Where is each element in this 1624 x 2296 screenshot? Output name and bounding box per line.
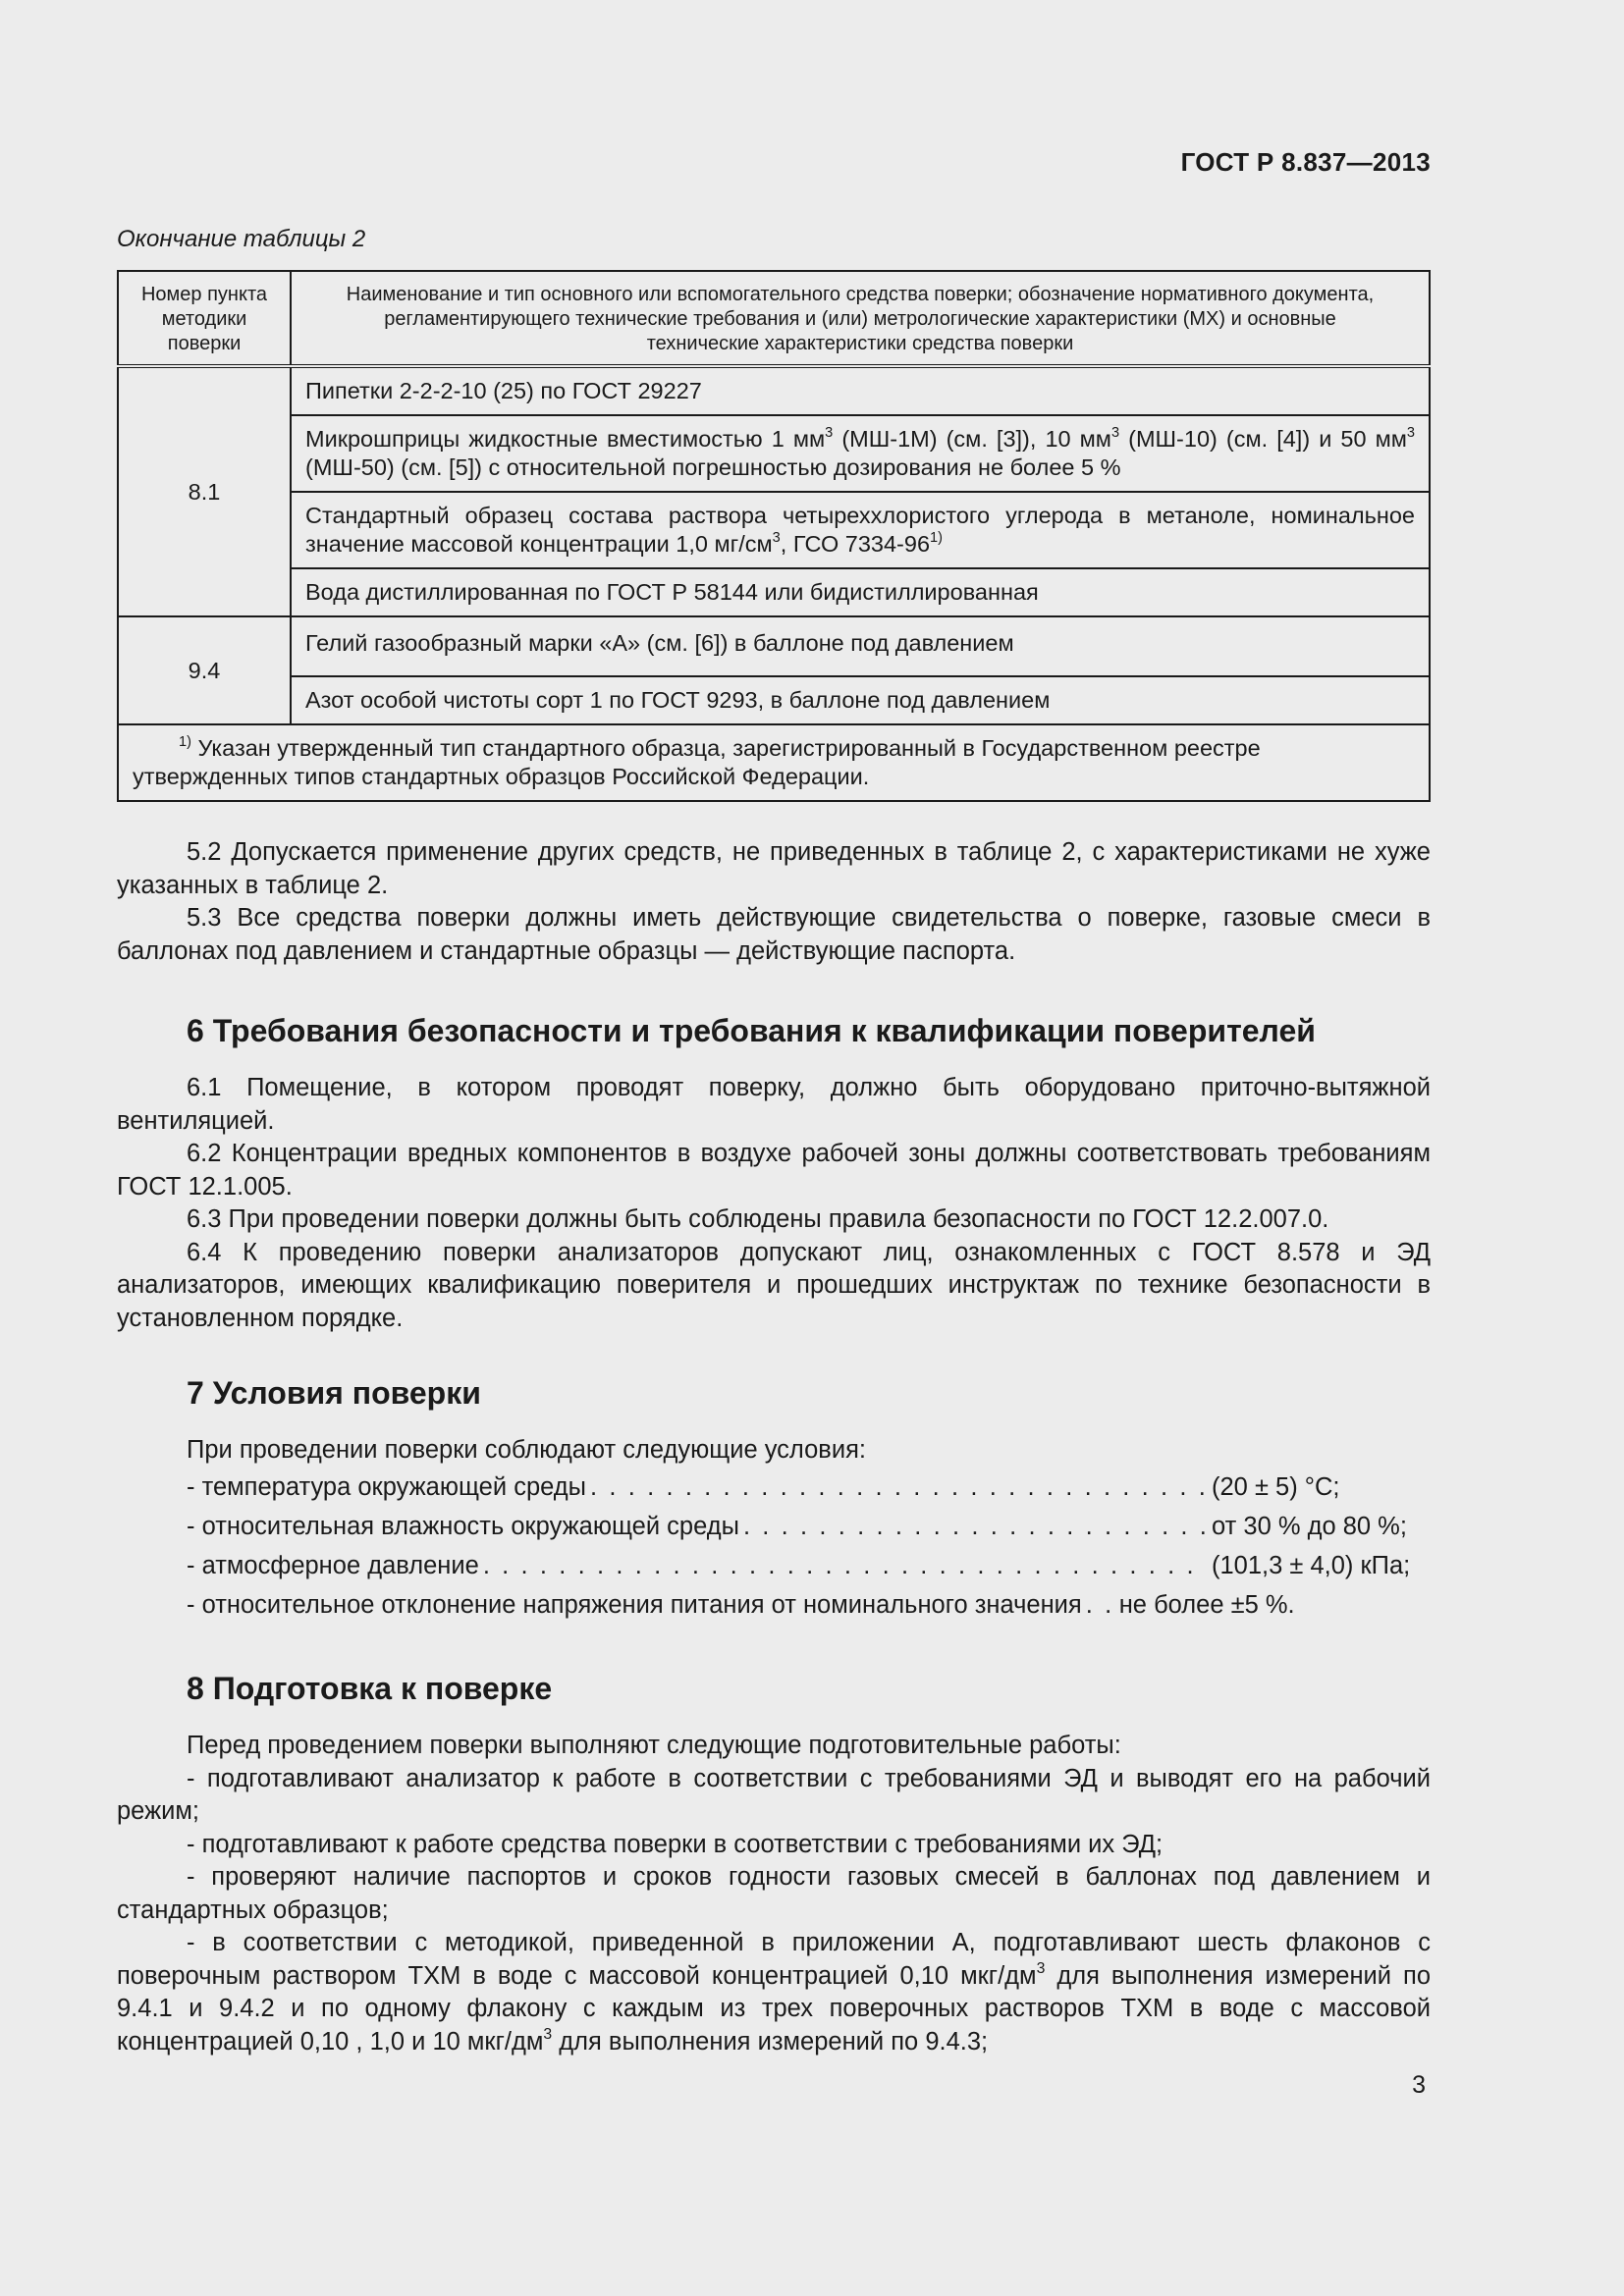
section-6-heading: 6 Требования безопасности и требования к квалификации поверителей [187, 1013, 1316, 1048]
table-row [118, 676, 1430, 724]
preparation-item: - в соответствии с методикой, приведенной в приложении А, подготавливают шесть флаконов с поверочным раствором ТХМ в воде с массовой концентрацией 0,10 мкг/$дм^3$ для выполнения измерений по 9.4.1 и 9.4.2 и по одному флакону с каждым из трех поверочных растворов ТХМ в воде с массовой концентрацией 0,10 , 1,0 и 10 мкг/$дм^3$ для выполнения измерений по 9.4.3; [117, 1929, 1431, 2056]
tool-cell: Азот особой чистоты сорт 1 по ГОСТ 9293, в баллоне под давлением [291, 676, 1430, 724]
item-number-cell: 9.4 [118, 616, 291, 724]
document-code: ГОСТ Р 8.837—2013 [1180, 147, 1431, 177]
tool-cell: Микрошприцы жидкостные вместимостью 1 $мм^3$ (МШ-1М) (см. [3]), 10 $мм^3$ (МШ-10) (см. [4]) и 50 $мм^3$ (МШ-50) (см. [5]) с относительной погрешностью дозирования не более 5 % [291, 415, 1430, 492]
section-5-text [117, 836, 1431, 968]
header-item-number: Номер пункта методики поверки [118, 271, 291, 366]
condition-line: - атмосферное давление . . . (101,3 ± 4,0) кПа; [117, 1546, 1431, 1585]
tool-cell: Вода дистиллированная по ГОСТ Р 58144 или бидистиллированная [291, 568, 1430, 616]
header-tool-description: Наименование и тип основного или вспомогательного средства поверки; обозначение нормативного документа, регламентирующего технические требования и (или) метрологические характеристики (МХ) и основные технические характеристики средства поверки [291, 271, 1430, 366]
condition-line: - относительная влажность окружающей среды . . . от 30 % до 80 %; [117, 1507, 1431, 1546]
page-number: 3 [1412, 2071, 1426, 2099]
table-footnote: $^{1)}$ Указан утвержденный тип стандартного образца, зарегистрированный в Государственном реестре утвержденных типов стандартных образцов Российской Федерации. [118, 724, 1430, 801]
table-row [118, 568, 1430, 616]
section-6-text [117, 1072, 1431, 1335]
verification-tools-table [117, 270, 1431, 802]
paragraph-6-4: 6.4 К проведению поверки анализаторов допускают лиц, ознакомленных с ГОСТ 8.578 и ЭД анализаторов, имеющих квалификацию поверителя и прошедших инструктаж по технике безопасности в установленном порядке. [117, 1238, 1431, 1332]
preparation-intro: Перед проведением поверки выполняют следующие подготовительные работы: [187, 1732, 1121, 1759]
table-header-row [118, 271, 1430, 366]
section-7-heading: 7 Условия поверки [187, 1375, 481, 1411]
table-row [118, 366, 1430, 415]
paragraph-5-2: 5.2 Допускается применение других средств, не приведенных в таблице 2, с характеристиками не хуже указанных в таблице 2. [117, 838, 1431, 899]
conditions-intro: При проведении поверки соблюдают следующие условия: [187, 1436, 866, 1464]
table-row [118, 415, 1430, 492]
paragraph-6-1: 6.1 Помещение, в котором проводят поверку, должно быть оборудовано приточно-вытяжной вентиляцией. [117, 1074, 1431, 1135]
dot-leader [743, 1507, 1208, 1546]
preparation-item: - подготавливают к работе средства поверки в соответствии с требованиями их ЭД; [187, 1830, 1164, 1858]
dot-leader [590, 1468, 1208, 1507]
paragraph-6-2: 6.2 Концентрации вредных компонентов в воздухе рабочей зоны должны соответствовать требованиям ГОСТ 12.1.005. [117, 1140, 1431, 1201]
item-number-cell: 8.1 [118, 366, 291, 616]
tool-cell: Гелий газообразный марки «А» (см. [6]) в баллоне под давлением [291, 616, 1430, 676]
preparation-item: - проверяют наличие паспортов и сроков годности газовых смесей в баллонах под давлением и стандартных образцов; [117, 1863, 1431, 1924]
section-6 [117, 1011, 1431, 1050]
table-row [118, 492, 1430, 568]
table-caption: Окончание таблицы 2 [117, 226, 366, 252]
paragraph-6-3: 6.3 При проведении поверки должны быть соблюдены правила безопасности по ГОСТ 12.2.007.0. [187, 1205, 1329, 1233]
tool-cell: Пипетки 2-2-2-10 (25) по ГОСТ 29227 [291, 366, 1430, 415]
section-8-heading: 8 Подготовка к поверке [187, 1671, 553, 1706]
section-8-text [117, 1730, 1431, 2058]
section-8 [117, 1669, 1431, 1708]
table-footnote-row [118, 724, 1430, 801]
condition-line: - относительное отклонение напряжения питания от номинального значения . . . не более ±5 %. [117, 1585, 1431, 1625]
section-7 [117, 1373, 1431, 1413]
dot-leader [1086, 1585, 1115, 1625]
dot-leader [483, 1546, 1208, 1585]
preparation-item: - подготавливают анализатор к работе в соответствии с требованиями ЭД и выводят его на рабочий режим; [117, 1764, 1431, 1825]
condition-line: - температура окружающей среды . . . (20 ± 5) °С; [117, 1468, 1431, 1507]
tool-cell: Стандартный образец состава раствора четыреххлористого углерода в метаноле, номинальное значение массовой концентрации 1,0 $мг/см^3$, ГСО 7334-96$^{1)}$ [291, 492, 1430, 568]
table-row [118, 616, 1430, 676]
section-7-text [117, 1434, 1431, 1625]
paragraph-5-3: 5.3 Все средства поверки должны иметь действующие свидетельства о поверке, газовые смеси в баллонах под давлением и стандартные образцы — действующие паспорта. [117, 904, 1431, 965]
